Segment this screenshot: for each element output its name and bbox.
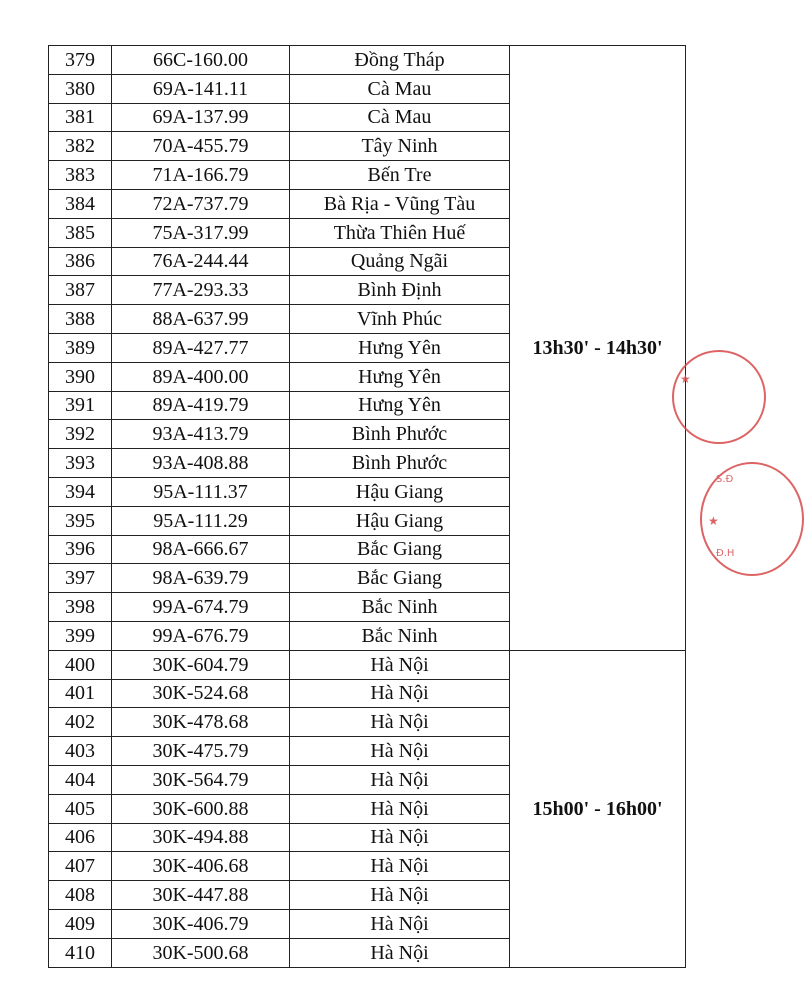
row-number-cell: 399 bbox=[49, 621, 112, 650]
row-number-cell: 401 bbox=[49, 679, 112, 708]
province-cell: Bình Phước bbox=[290, 449, 510, 478]
plate-number-cell: 30K-564.79 bbox=[112, 765, 290, 794]
plate-number-cell: 30K-604.79 bbox=[112, 650, 290, 679]
plate-number-cell: 30K-494.88 bbox=[112, 823, 290, 852]
row-number-cell: 400 bbox=[49, 650, 112, 679]
table-row bbox=[49, 46, 686, 75]
plate-number-cell: 98A-639.79 bbox=[112, 564, 290, 593]
row-number-cell: 391 bbox=[49, 391, 112, 420]
row-number-cell: 395 bbox=[49, 506, 112, 535]
plate-number-cell: 95A-111.37 bbox=[112, 477, 290, 506]
row-number-cell: 402 bbox=[49, 708, 112, 737]
plate-number-cell: 93A-408.88 bbox=[112, 449, 290, 478]
row-number-cell: 383 bbox=[49, 161, 112, 190]
plate-number-cell: 69A-137.99 bbox=[112, 103, 290, 132]
row-number-cell: 392 bbox=[49, 420, 112, 449]
time-slot-cell: 13h30' - 14h30' bbox=[510, 46, 686, 651]
plate-number-cell: 30K-475.79 bbox=[112, 737, 290, 766]
row-number-cell: 381 bbox=[49, 103, 112, 132]
row-number-cell: 396 bbox=[49, 535, 112, 564]
plate-number-cell: 98A-666.67 bbox=[112, 535, 290, 564]
province-cell: Hà Nội bbox=[290, 737, 510, 766]
seal-star-icon: ★ bbox=[708, 514, 719, 528]
seal-text: S.Đ bbox=[716, 474, 734, 485]
province-cell: Thừa Thiên Huế bbox=[290, 218, 510, 247]
row-number-cell: 398 bbox=[49, 593, 112, 622]
province-cell: Hà Nội bbox=[290, 708, 510, 737]
seal-text: Đ.H bbox=[716, 548, 735, 559]
plate-number-cell: 30K-600.88 bbox=[112, 794, 290, 823]
province-cell: Bắc Giang bbox=[290, 564, 510, 593]
row-number-cell: 404 bbox=[49, 765, 112, 794]
time-slot-cell: 15h00' - 16h00' bbox=[510, 650, 686, 967]
plate-number-cell: 69A-141.11 bbox=[112, 74, 290, 103]
province-cell: Bình Phước bbox=[290, 420, 510, 449]
plate-number-cell: 89A-427.77 bbox=[112, 333, 290, 362]
province-cell: Cà Mau bbox=[290, 103, 510, 132]
plate-number-cell: 76A-244.44 bbox=[112, 247, 290, 276]
row-number-cell: 380 bbox=[49, 74, 112, 103]
row-number-cell: 397 bbox=[49, 564, 112, 593]
row-number-cell: 407 bbox=[49, 852, 112, 881]
province-cell: Bình Định bbox=[290, 276, 510, 305]
plate-number-cell: 72A-737.79 bbox=[112, 189, 290, 218]
row-number-cell: 406 bbox=[49, 823, 112, 852]
plate-number-cell: 71A-166.79 bbox=[112, 161, 290, 190]
plate-number-cell: 88A-637.99 bbox=[112, 305, 290, 334]
province-cell: Bà Rịa - Vũng Tàu bbox=[290, 189, 510, 218]
row-number-cell: 387 bbox=[49, 276, 112, 305]
row-number-cell: 384 bbox=[49, 189, 112, 218]
plate-auction-schedule-table bbox=[48, 45, 686, 968]
province-cell: Hà Nội bbox=[290, 909, 510, 938]
row-number-cell: 386 bbox=[49, 247, 112, 276]
plate-number-cell: 30K-478.68 bbox=[112, 708, 290, 737]
plate-number-cell: 99A-674.79 bbox=[112, 593, 290, 622]
province-cell: Hà Nội bbox=[290, 852, 510, 881]
province-cell: Quảng Ngãi bbox=[290, 247, 510, 276]
plate-number-cell: 89A-419.79 bbox=[112, 391, 290, 420]
row-number-cell: 405 bbox=[49, 794, 112, 823]
province-cell: Đồng Tháp bbox=[290, 46, 510, 75]
province-cell: Hà Nội bbox=[290, 794, 510, 823]
province-cell: Hậu Giang bbox=[290, 477, 510, 506]
plate-number-cell: 75A-317.99 bbox=[112, 218, 290, 247]
seal-star-icon: ★ bbox=[680, 372, 691, 386]
red-stamp-seal bbox=[700, 462, 804, 576]
row-number-cell: 409 bbox=[49, 909, 112, 938]
province-cell: Hà Nội bbox=[290, 679, 510, 708]
plate-number-cell: 95A-111.29 bbox=[112, 506, 290, 535]
province-cell: Hà Nội bbox=[290, 938, 510, 967]
row-number-cell: 382 bbox=[49, 132, 112, 161]
plate-number-cell: 30K-406.79 bbox=[112, 909, 290, 938]
province-cell: Hưng Yên bbox=[290, 362, 510, 391]
row-number-cell: 389 bbox=[49, 333, 112, 362]
province-cell: Cà Mau bbox=[290, 74, 510, 103]
province-cell: Vĩnh Phúc bbox=[290, 305, 510, 334]
row-number-cell: 379 bbox=[49, 46, 112, 75]
province-cell: Hà Nội bbox=[290, 650, 510, 679]
province-cell: Hà Nội bbox=[290, 823, 510, 852]
plate-number-cell: 30K-406.68 bbox=[112, 852, 290, 881]
province-cell: Hưng Yên bbox=[290, 391, 510, 420]
plate-number-cell: 30K-524.68 bbox=[112, 679, 290, 708]
plate-number-cell: 93A-413.79 bbox=[112, 420, 290, 449]
province-cell: Hà Nội bbox=[290, 765, 510, 794]
plate-number-cell: 66C-160.00 bbox=[112, 46, 290, 75]
province-cell: Hậu Giang bbox=[290, 506, 510, 535]
plate-number-cell: 30K-447.88 bbox=[112, 881, 290, 910]
table-body bbox=[49, 46, 686, 968]
table-row bbox=[49, 650, 686, 679]
province-cell: Hà Nội bbox=[290, 881, 510, 910]
province-cell: Bắc Ninh bbox=[290, 593, 510, 622]
row-number-cell: 393 bbox=[49, 449, 112, 478]
plate-number-cell: 89A-400.00 bbox=[112, 362, 290, 391]
row-number-cell: 385 bbox=[49, 218, 112, 247]
plate-number-cell: 70A-455.79 bbox=[112, 132, 290, 161]
plate-number-cell: 99A-676.79 bbox=[112, 621, 290, 650]
province-cell: Bắc Ninh bbox=[290, 621, 510, 650]
plate-number-cell: 30K-500.68 bbox=[112, 938, 290, 967]
province-cell: Bắc Giang bbox=[290, 535, 510, 564]
row-number-cell: 390 bbox=[49, 362, 112, 391]
red-stamp-seal bbox=[672, 350, 766, 444]
row-number-cell: 408 bbox=[49, 881, 112, 910]
row-number-cell: 388 bbox=[49, 305, 112, 334]
plate-number-cell: 77A-293.33 bbox=[112, 276, 290, 305]
row-number-cell: 394 bbox=[49, 477, 112, 506]
province-cell: Hưng Yên bbox=[290, 333, 510, 362]
row-number-cell: 410 bbox=[49, 938, 112, 967]
province-cell: Bến Tre bbox=[290, 161, 510, 190]
row-number-cell: 403 bbox=[49, 737, 112, 766]
province-cell: Tây Ninh bbox=[290, 132, 510, 161]
